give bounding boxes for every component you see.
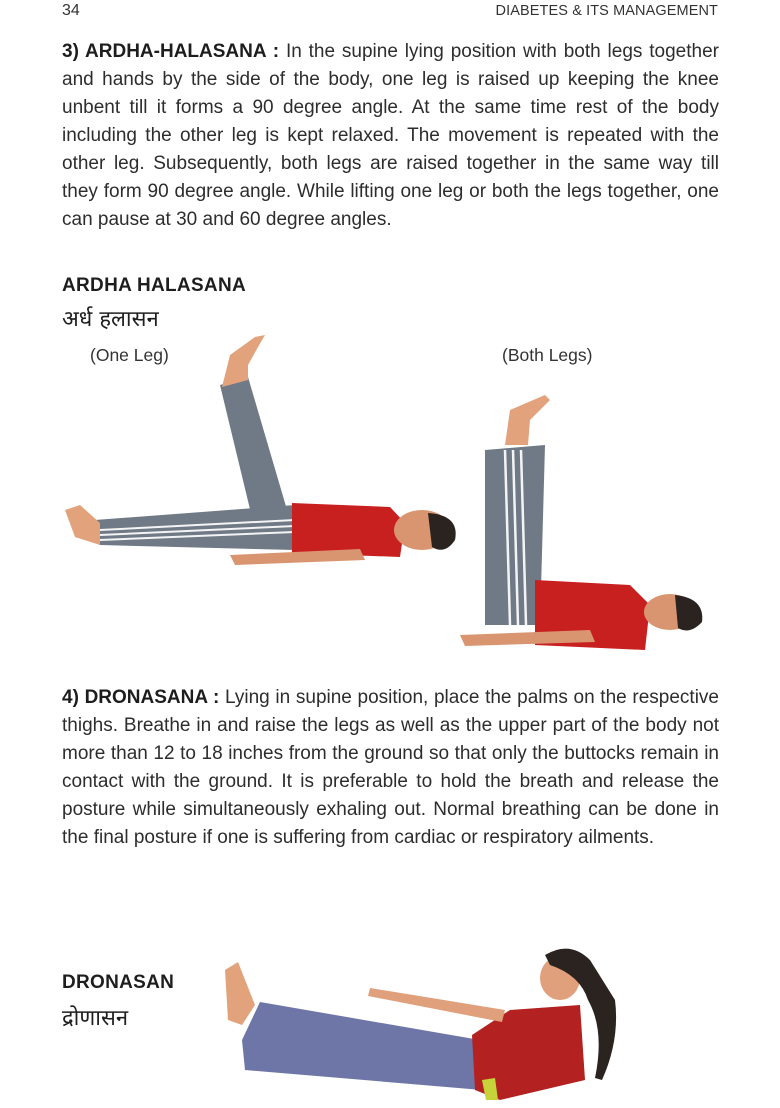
figure-title-hindi-dronasan: द्रोणासन: [62, 1006, 129, 1031]
caption-both-legs: (Both Legs): [502, 345, 593, 365]
figure-title-dronasan: DRONASAN: [62, 972, 175, 993]
figure-title-hindi-ardha-halasana: अर्ध हलासन: [62, 307, 159, 332]
figure-title-ardha-halasana: ARDHA HALASANA: [62, 275, 246, 296]
caption-one-leg: (One Leg): [90, 345, 169, 365]
section-ardha-halasana: [62, 38, 719, 234]
section-body: Lying in supine position, place the palms on the respective thighs. Breathe in and raise the legs as well as the upper part of the body not more than 12 to 18 inches from the ground so that only the buttocks remain in contact with the ground. It is preferable to hold the breath and release the posture while simultaneously exhaling out. Normal breathing can be done in the final posture if one is suffering from cardiac or respiratory ailments.: [62, 687, 719, 848]
section-heading: 3) ARDHA-HALASANA :: [62, 41, 280, 62]
photo-dronasana: [210, 930, 630, 1108]
running-title: DIABETES & ITS MANAGEMENT: [495, 3, 718, 19]
page-number: 34: [62, 2, 80, 19]
section-dronasana: [62, 684, 719, 852]
section-heading: 4) DRONASANA :: [62, 687, 220, 708]
photo-ardha-halasana-one-leg: [60, 325, 460, 575]
section-body: In the supine lying position with both legs together and hands by the side of the body, one leg is raised up keeping the knee unbent till it forms a 90 degree angle. At the same time rest of the body including the other leg is kept relaxed. The movement is repeated with the other leg. Subsequently, both legs are raised together in the same way till they form 90 degree angle. While lifting one leg or both the legs together, one can pause at 30 and 60 degree angles.: [62, 41, 719, 230]
photo-ardha-halasana-both-legs: [450, 390, 720, 660]
